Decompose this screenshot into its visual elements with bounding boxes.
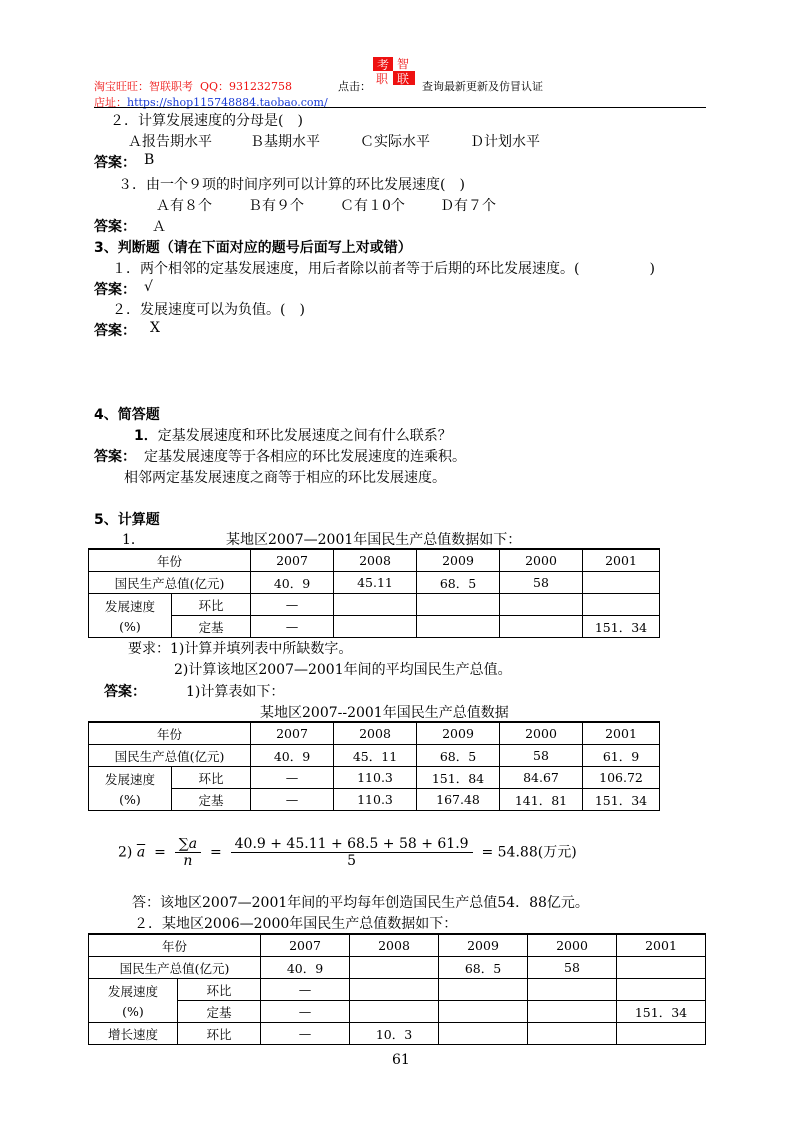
- table-cell: [528, 1001, 617, 1023]
- q2-option-a: Ａ报告期水平: [128, 134, 212, 150]
- speed-unit: (%): [122, 1004, 144, 1019]
- short-answer-line-2: 相邻两定基发展速度之商等于相应的环比发展速度。: [124, 470, 446, 486]
- table-cell: [500, 616, 583, 638]
- table-row: [89, 572, 660, 594]
- q3-answer: Ａ: [152, 219, 166, 235]
- table-row: [89, 616, 660, 638]
- row-label: 国民生产总值(亿元): [89, 572, 251, 594]
- table-cell: 58: [500, 572, 583, 594]
- q2-option-c: Ｃ实际水平: [360, 134, 430, 150]
- problem-2-title: ２．某地区2006—2000年国民生产总值数据如下：: [134, 916, 458, 932]
- table-header: 年份: [89, 722, 251, 745]
- table-header: 2009: [417, 549, 500, 572]
- table-header: 2007: [261, 934, 350, 957]
- table-1: [88, 548, 660, 638]
- table-cell: [439, 1023, 528, 1045]
- table-cell: —: [261, 1001, 350, 1023]
- speed-unit: (%): [119, 792, 141, 807]
- row-label: 定基: [172, 789, 251, 811]
- table-cell: [617, 1023, 706, 1045]
- requirement-2: 2)计算该地区2007—2001年间的平均国民生产总值。: [174, 662, 512, 678]
- formula-equals: =: [209, 844, 222, 861]
- short-answer-line-1: 定基发展速度等于各相应的环比发展速度的连乘积。: [144, 449, 466, 465]
- problem-1-number: 1．: [122, 532, 145, 548]
- shop-url-link[interactable]: https://shop115748884.taobao.com/: [127, 96, 328, 109]
- qq-number: 931232758: [229, 80, 293, 93]
- judge-answer-2: X: [150, 320, 160, 336]
- speed-unit: (%): [119, 619, 141, 634]
- table-header: 2000: [528, 934, 617, 957]
- table-header: 2008: [350, 934, 439, 957]
- verify-link[interactable]: 查询最新更新及仿冒认证: [422, 80, 543, 93]
- row-label: 定基: [178, 1001, 261, 1023]
- formula-sum-denominator: n: [183, 853, 193, 869]
- formula-result: = 54.88(万元): [481, 844, 577, 861]
- table-cell: 151．34: [583, 616, 660, 638]
- table-cell: 167.48: [417, 789, 500, 811]
- table-cell: 45．11: [334, 745, 417, 767]
- table-cell: [439, 1001, 528, 1023]
- table-cell: 68．5: [417, 572, 500, 594]
- table-cell: 151．84: [417, 767, 500, 789]
- q2-answer-label: 答案：: [94, 155, 136, 171]
- table-row: [89, 1023, 706, 1045]
- table-row: [89, 957, 706, 979]
- table-cell: 68．5: [417, 745, 500, 767]
- table-2: [88, 721, 660, 811]
- table-cell: —: [261, 1023, 350, 1045]
- judge-question-1: １．两个相邻的定基发展速度，用后者除以前者等于后期的环比发展速度。( ): [112, 261, 655, 277]
- table-cell: [500, 594, 583, 616]
- q3-option-c: Ｃ有１0个: [340, 198, 405, 214]
- formula-denominator: 5: [347, 853, 357, 869]
- formula-sum-fraction: [175, 836, 201, 869]
- calc-answer-1: 1)计算表如下：: [186, 684, 285, 700]
- table-cell: 58: [500, 745, 583, 767]
- q2-option-d: Ｄ计划水平: [470, 134, 540, 150]
- table-cell: [583, 594, 660, 616]
- table-cell: —: [251, 594, 334, 616]
- table-cell: 141．81: [500, 789, 583, 811]
- table-header: 2009: [417, 722, 500, 745]
- table-row: [89, 979, 706, 1001]
- table-cell: [334, 594, 417, 616]
- page-number: 61: [392, 1052, 410, 1068]
- judge-answer-1: √: [144, 279, 153, 295]
- judge-question-2: ２．发展速度可以为负值。( ): [112, 302, 305, 318]
- judge-section-title: 3、判断题（请在下面对应的题号后面写上对或错）: [94, 240, 412, 256]
- row-label: 环比: [178, 979, 261, 1001]
- row-label: 定基: [172, 616, 251, 638]
- table-cell: 106.72: [583, 767, 660, 789]
- table-cell: 40．9: [261, 957, 350, 979]
- formula-prefix: 2): [118, 844, 133, 861]
- table-cell: [417, 616, 500, 638]
- row-label: 环比: [172, 767, 251, 789]
- address-label: 店址：: [94, 96, 127, 109]
- table-row: [89, 1001, 706, 1023]
- header-divider: [94, 107, 706, 108]
- table-header: 2007: [251, 549, 334, 572]
- q3-answer-label: 答案：: [94, 219, 136, 235]
- table-header: 2001: [583, 722, 660, 745]
- table-cell: [417, 594, 500, 616]
- question-3: ３．由一个９项的时间序列可以计算的环比发展速度( ): [118, 177, 465, 193]
- table-header: 2009: [439, 934, 528, 957]
- table-cell: 84.67: [500, 767, 583, 789]
- table-row: [89, 934, 706, 957]
- table-cell: 110.3: [334, 767, 417, 789]
- formula-sum-numerator: ∑a: [175, 836, 201, 853]
- table-row: [89, 549, 660, 572]
- shop-prefix: 淘宝旺旺：: [94, 80, 149, 93]
- table-header: 年份: [89, 549, 251, 572]
- table-cell: [528, 1023, 617, 1045]
- table-cell: [617, 979, 706, 1001]
- table-cell: [583, 572, 660, 594]
- table-header: 2008: [334, 722, 417, 745]
- requirement-1: 要求：1)计算并填列表中所缺数字。: [128, 641, 353, 657]
- table-header: 2008: [334, 549, 417, 572]
- short-section-title: 4、简答题: [94, 407, 160, 423]
- table-row: [89, 745, 660, 767]
- formula-value-fraction: [231, 836, 473, 869]
- question-2: ２．计算发展速度的分母是( ): [110, 113, 303, 129]
- table-cell: 40．9: [251, 572, 334, 594]
- table-header: 2007: [251, 722, 334, 745]
- table-cell: [350, 957, 439, 979]
- row-label: 国民生产总值(亿元): [89, 745, 251, 767]
- zhilian-logo[interactable]: [373, 55, 417, 87]
- table-cell: 68．5: [439, 957, 528, 979]
- logo-char-1: 考: [377, 58, 390, 72]
- short-answer-label: 答案：: [94, 449, 136, 465]
- q2-option-b: Ｂ基期水平: [250, 134, 320, 150]
- table-cell: [528, 979, 617, 1001]
- logo-char-4: 联: [397, 72, 410, 86]
- table-row: [89, 722, 660, 745]
- speed-label: 发展速度: [107, 984, 158, 999]
- table-header: 年份: [89, 934, 261, 957]
- logo-char-3: 职: [376, 72, 389, 86]
- table-3: [88, 933, 706, 1045]
- formula-numerator: 40.9 + 45.11 + 68.5 + 58 + 61.9: [231, 836, 473, 853]
- table-cell: —: [251, 789, 334, 811]
- header-shop-line: [94, 78, 292, 94]
- table-cell: 151．34: [617, 1001, 706, 1023]
- table-cell: 61．9: [583, 745, 660, 767]
- speed-label: 发展速度: [104, 772, 155, 787]
- speed-label: 发展速度: [104, 599, 155, 614]
- row-label: 环比: [172, 594, 251, 616]
- calc-answer-2: 答：该地区2007—2001年间的平均每年创造国民生产总值54．88亿元。: [132, 895, 589, 911]
- mean-formula: 2) $\overline{a}$ = $\frac{\sum a}{n}$ = $\frac{40.9 + 45.11 + 68.5 + 58 + 61.9}{5}$ = 54.88(万元): [118, 836, 577, 869]
- judge-answer-2-label: 答案：: [94, 323, 136, 339]
- table-header: 2000: [500, 722, 583, 745]
- q3-option-a: Ａ有８个: [156, 198, 212, 214]
- row-label: 国民生产总值(亿元): [89, 957, 261, 979]
- table-cell: [334, 616, 417, 638]
- table-header: 2000: [500, 549, 583, 572]
- logo-char-2: 智: [397, 57, 410, 71]
- formula-mean-symbol: $\overline{a}$: [136, 844, 146, 861]
- table-row: [89, 594, 660, 616]
- table-cell: [439, 979, 528, 1001]
- table-row: [89, 789, 660, 811]
- q3-option-d: Ｄ有７个: [440, 198, 496, 214]
- click-label: 点击：: [338, 80, 371, 93]
- q2-answer: B: [144, 152, 155, 168]
- calc-answer-label: 答案：: [104, 684, 146, 700]
- table-2-title: 某地区2007--2001年国民生产总值数据: [260, 705, 509, 721]
- short-question-1: [134, 425, 452, 445]
- table-cell: 110.3: [334, 789, 417, 811]
- table-cell: 45.11: [334, 572, 417, 594]
- table-cell: [350, 1001, 439, 1023]
- table-cell: —: [251, 616, 334, 638]
- table-header: 2001: [583, 549, 660, 572]
- short-q1-text: 定基发展速度和环比发展速度之间有什么联系？: [157, 428, 452, 444]
- q3-option-b: Ｂ有９个: [248, 198, 304, 214]
- table-cell: —: [261, 979, 350, 1001]
- row-label: 环比: [178, 1023, 261, 1045]
- table-header: 2001: [617, 934, 706, 957]
- speed-label-cell: [89, 767, 172, 811]
- shop-name[interactable]: 智联职考: [149, 80, 193, 93]
- growth-label: 增长速度: [89, 1023, 178, 1045]
- table-cell: [350, 979, 439, 1001]
- speed-label-cell: [89, 979, 178, 1023]
- table-cell: 58: [528, 957, 617, 979]
- table-cell: 151．34: [583, 789, 660, 811]
- table-cell: —: [251, 767, 334, 789]
- calc-section-title: 5、计算题: [94, 512, 160, 528]
- judge-answer-1-label: 答案：: [94, 282, 136, 298]
- table-cell: 40．9: [251, 745, 334, 767]
- short-q1-number: 1．: [134, 428, 158, 444]
- qq-label: QQ：: [200, 80, 230, 93]
- table-cell: [617, 957, 706, 979]
- speed-label-cell: [89, 594, 172, 638]
- problem-1-title: 某地区2007—2001年国民生产总值数据如下：: [226, 532, 522, 548]
- table-cell: 10．3: [350, 1023, 439, 1045]
- table-row: [89, 767, 660, 789]
